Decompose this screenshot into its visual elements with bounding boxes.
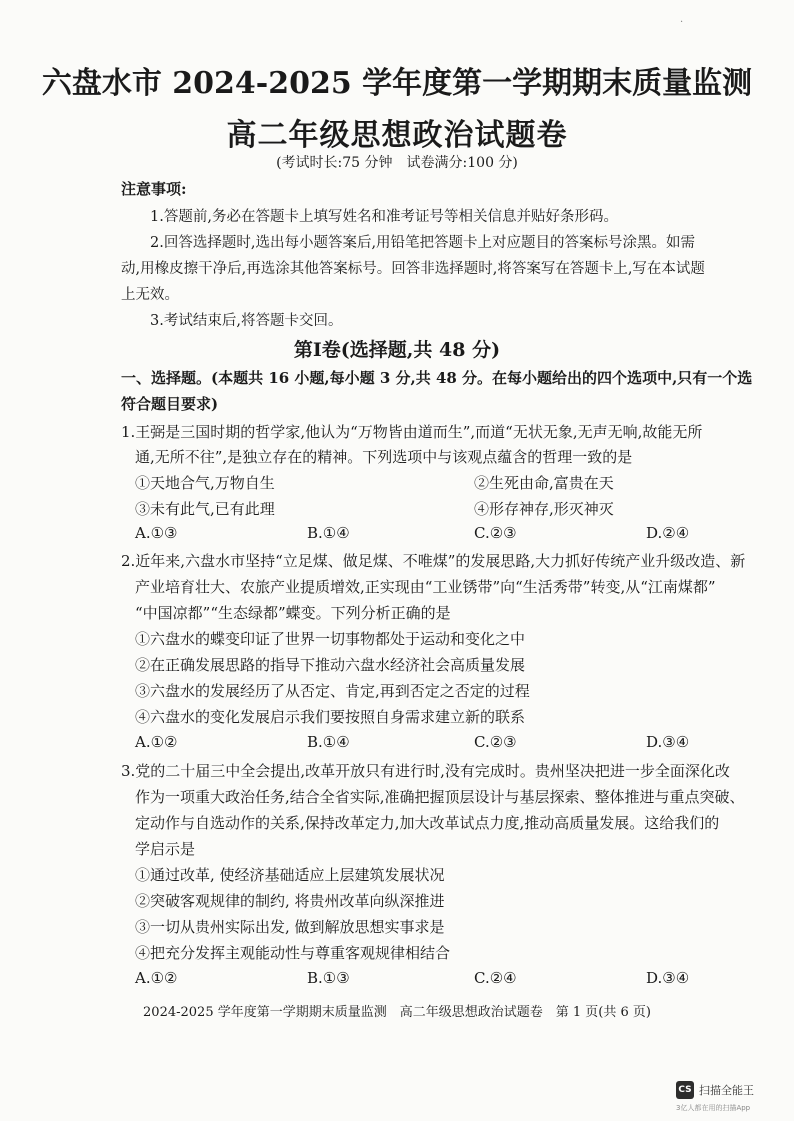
q1-option-c: C.②③ xyxy=(474,524,517,542)
q1-option-d: D.②④ xyxy=(646,524,690,542)
q3-stem-line-4: 学启示是 xyxy=(135,840,196,858)
q2-option-b: B.①④ xyxy=(307,733,350,751)
q3-option-b: B.①③ xyxy=(307,969,350,987)
part-heading-line-2: 符合题目要求) xyxy=(121,395,219,413)
scanner-watermark xyxy=(676,1081,754,1099)
notice-item-2-line-3: 上无效。 xyxy=(121,287,179,303)
q3-stem-line-3: 定动作与自选动作的关系,保持改革定力,加大改革试点力度,推动高质量发展。这给我们的 xyxy=(135,814,720,832)
watermark-tagline: 3亿人都在用的扫描App xyxy=(676,1104,751,1112)
q1-statement-1: ①天地合气,万物自生 xyxy=(135,474,275,492)
q2-stem-line-2: 产业培育壮大、农旅产业提质增效,正实现由“工业锈带”向“生活秀带”转变,从“江南煤都” xyxy=(135,578,716,596)
q2-statement-1: ①六盘水的蝶变印证了世界一切事物都处于运动和变化之中 xyxy=(135,630,526,648)
q1-statement-2: ②生死由命,富贵在天 xyxy=(474,474,614,492)
q3-stem-line-2: 作为一项重大政治任务,结合全省实际,准确把握顶层设计与基层探索、整体推进与重点突破、 xyxy=(135,788,745,806)
q2-option-d: D.③④ xyxy=(646,733,690,751)
q2-stem-line-3: “中国凉都”“生态绿都”蝶变。下列分析正确的是 xyxy=(135,604,451,622)
notice-heading: 注意事项: xyxy=(121,180,187,198)
q2-option-c: C.②③ xyxy=(474,733,517,751)
notice-item-3: 3.考试结束后,将答题卡交回。 xyxy=(150,313,343,329)
q3-option-a: A.①② xyxy=(135,969,178,987)
q1-option-b: B.①④ xyxy=(307,524,350,542)
page-footer: 2024-2025 学年度第一学期期末质量监测 高二年级思想政治试题卷 第 1 页(共 6 页) xyxy=(143,1005,651,1020)
q2-statement-2: ②在正确发展思路的指导下推动六盘水经济社会高质量发展 xyxy=(135,656,526,674)
q3-option-d: D.③④ xyxy=(646,969,690,987)
q1-stem-line-2: 通,无所不往”,是独立存在的精神。下列选项中与该观点蕴含的哲理一致的是 xyxy=(135,448,633,466)
q2-statement-3: ③六盘水的发展经历了从否定、肯定,再到否定之否定的过程 xyxy=(135,682,530,700)
q3-stem-line-1: 3.党的二十届三中全会提出,改革开放只有进行时,没有完成时。贵州坚决把进一步全面深化改 xyxy=(121,762,730,780)
q1-statement-4: ④形存神存,形灭神灭 xyxy=(474,500,614,518)
q1-option-a: A.①③ xyxy=(135,524,178,542)
q3-statement-3: ③一切从贵州实际出发, 做到解放思想实事求是 xyxy=(135,918,445,936)
q1-stem-line-1: 1.王弼是三国时期的哲学家,他认为“万物皆由道而生”,而道“无状无象,无声无响,故能无所 xyxy=(121,423,703,441)
exam-subject-title: 高二年级思想政治试题卷 xyxy=(226,118,568,153)
exam-info: (考试时长:75 分钟 试卷满分:100 分) xyxy=(276,155,518,171)
exam-title: 六盘水市 2024-2025 学年度第一学期期末质量监测 xyxy=(41,66,753,101)
notice-item-1: 1.答题前,务必在答题卡上填写姓名和准考证号等相关信息并贴好条形码。 xyxy=(150,209,618,225)
scan-mark: · xyxy=(680,17,684,28)
part-heading-line-1: 一、选择题。(本题共 16 小题,每小题 3 分,共 48 分。在每小题给出的四个选项中,只有一个选 xyxy=(121,369,753,387)
notice-item-2-line-2: 动,用橡皮擦干净后,再选涂其他答案标号。回答非选择题时,将答案写在答题卡上,写在本试题 xyxy=(121,261,705,277)
q2-statement-4: ④六盘水的变化发展启示我们要按照自身需求建立新的联系 xyxy=(135,708,526,726)
watermark-name: 扫描全能王 xyxy=(699,1084,754,1097)
q1-statement-3: ③未有此气,已有此理 xyxy=(135,500,275,518)
camscanner-logo-icon: CS xyxy=(676,1081,694,1099)
q2-option-a: A.①② xyxy=(135,733,178,751)
q3-statement-2: ②突破客观规律的制约, 将贵州改革向纵深推进 xyxy=(135,892,445,910)
q3-statement-4: ④把充分发挥主观能动性与尊重客观规律相结合 xyxy=(135,944,451,962)
notice-item-2-line-1: 2.回答选择题时,选出每小题答案后,用铅笔把答题卡上对应题目的答案标号涂黑。如需 xyxy=(150,235,696,251)
q2-stem-line-1: 2.近年来,六盘水市坚持“立足煤、做足煤、不唯煤”的发展思路,大力抓好传统产业升级改造、新 xyxy=(121,552,746,570)
q3-statement-1: ①通过改革, 使经济基础适应上层建筑发展状况 xyxy=(135,866,445,884)
q3-option-c: C.②④ xyxy=(474,969,517,987)
section-title: 第Ⅰ卷(选择题,共 48 分) xyxy=(293,339,501,361)
